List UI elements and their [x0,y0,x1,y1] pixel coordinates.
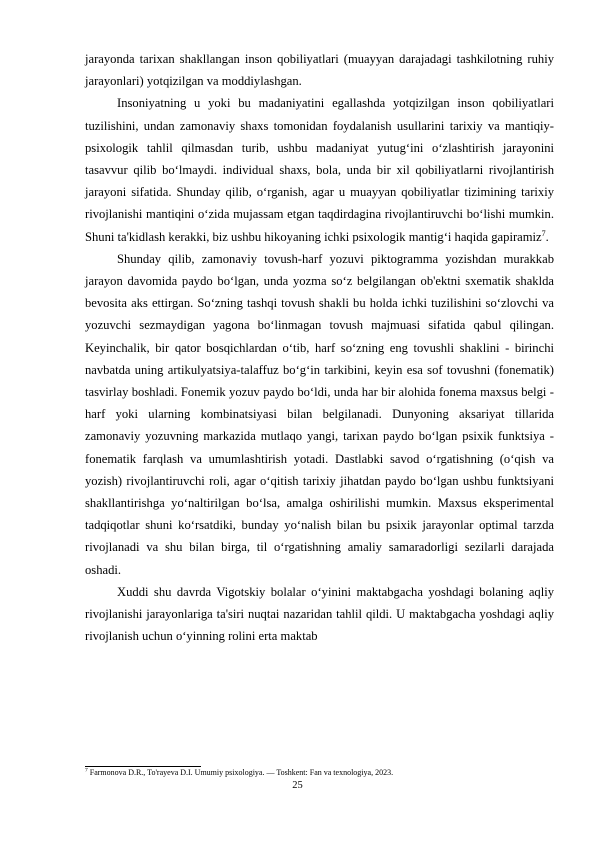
paragraph-vygotsky: Xuddi shu davrda Vigotskiy bolalar o‘yinini maktabgacha yoshdagi bolaning aqliy rivojlanishi jarayonlariga ta'siri nuqtai nazaridan tahlil qildi. U maktabgacha yoshdagi aqliy rivojlanish uchun o‘yinning rolini erta maktab [85,584,554,644]
body-text [85,48,554,647]
paragraph-abilities-text: Insoniyatning u yoki bu madaniyatini egallashda yotqizilgan inson qobiliyatlari tuzilishini, undan zamonaviy shaxs tomonidan foydalanish usullarini tarixiy va mantiqiy-psixologik tahlil qilmasdan turib, ushbu madaniyat yutug‘ini o‘zlashtirish jarayonini tasavvur qilib bo‘lmaydi. individual shaxs, bola, unda bir xil qobiliyatlarni rivojlantirish jarayoni sifatida. Shunday qilib, o‘rganish, agar u muayyan qobiliyatlar tizimining tarixiy rivojlanishi mantiqini o‘zida mujassam etgan taqdirdagina rivojlantiruvchi bo‘lishi mumkin. Shuni ta'kidlash kerakki, biz ushbu hikoyaning ichki psixologik mantig‘i haqida gapiramiz [85,96,554,244]
footnote [85,768,554,778]
footnote-number: 7 [85,767,88,774]
footnote-divider [85,766,201,767]
footnote-text: Farmonova D.R., To'rayeva D.I. Umumiy psixologiya. — Toshkent: Fan va texnologiya, 2023. [87,768,394,777]
paragraph-writing: Shunday qilib, zamonaviy tovush-harf yozuvi piktogramma yozishdan murakkab jarayon davomida paydo bo‘lgan, unda yozma so‘z belgilangan ob'ektni sxematik shaklda bevosita aks ettirgan. So‘zning tashqi tovush shakli bu holda ichki tuzilishini so‘zlovchi va yozuvchi sezmaydigan yagona bo‘linmagan tovush majmuasi sifatida qabul qilingan. Keyinchalik, bir qator bosqichlardan o‘tib, harf so‘zning eng tovushli shaklini - birinchi navbatda uning artikulyatsiya-talaffuz bo‘g‘in tarkibini, keyin esa sof tovushni (fonematik) tasvirlay boshladi. Fonemik yozuv paydo bo‘ldi, unda har bir alohida fonema maxsus belgi - harf yoki ularning kombinatsiyasi bilan belgilanadi. Dunyoning aksariyat tillarida zamonaviy yozuvning markazida mutlaqo yangi, tarixan paydo bo‘lgan psixik funktsiya - fonematik farqlash va umumlashtirish yotadi. Dastlabki savod o‘rgatishning (o‘qish va yozish) rivojlantiruvchi roli, agar o‘qitish tarixiy jihatdan paydo bo‘lgan ushbu funktsiyani shakllantirishga yo‘naltirilgan bo‘lsa, amalga oshirilishi mumkin. Maxsus eksperimental tadqiqotlar shuni ko‘rsatdiki, bunday yo‘nalish bilan bu psixik jarayonlar optimal tarzda rivojlanadi va shu bilan birga, til o‘rgatishning amaliy samaradorligi sezilarli darajada oshadi. [85,251,554,577]
footnote-reference[interactable]: 7 [541,228,546,238]
paragraph-abilities [85,92,554,247]
paragraph-continuation: jarayonda tarixan shakllangan inson qobiliyatlari (muayyan darajadagi tashkilotning ruhiy jarayonlari) yotqizilgan va moddiylashgan. [85,52,554,89]
page-number: 25 [292,780,303,791]
paragraph-abilities-end: . [545,229,549,244]
